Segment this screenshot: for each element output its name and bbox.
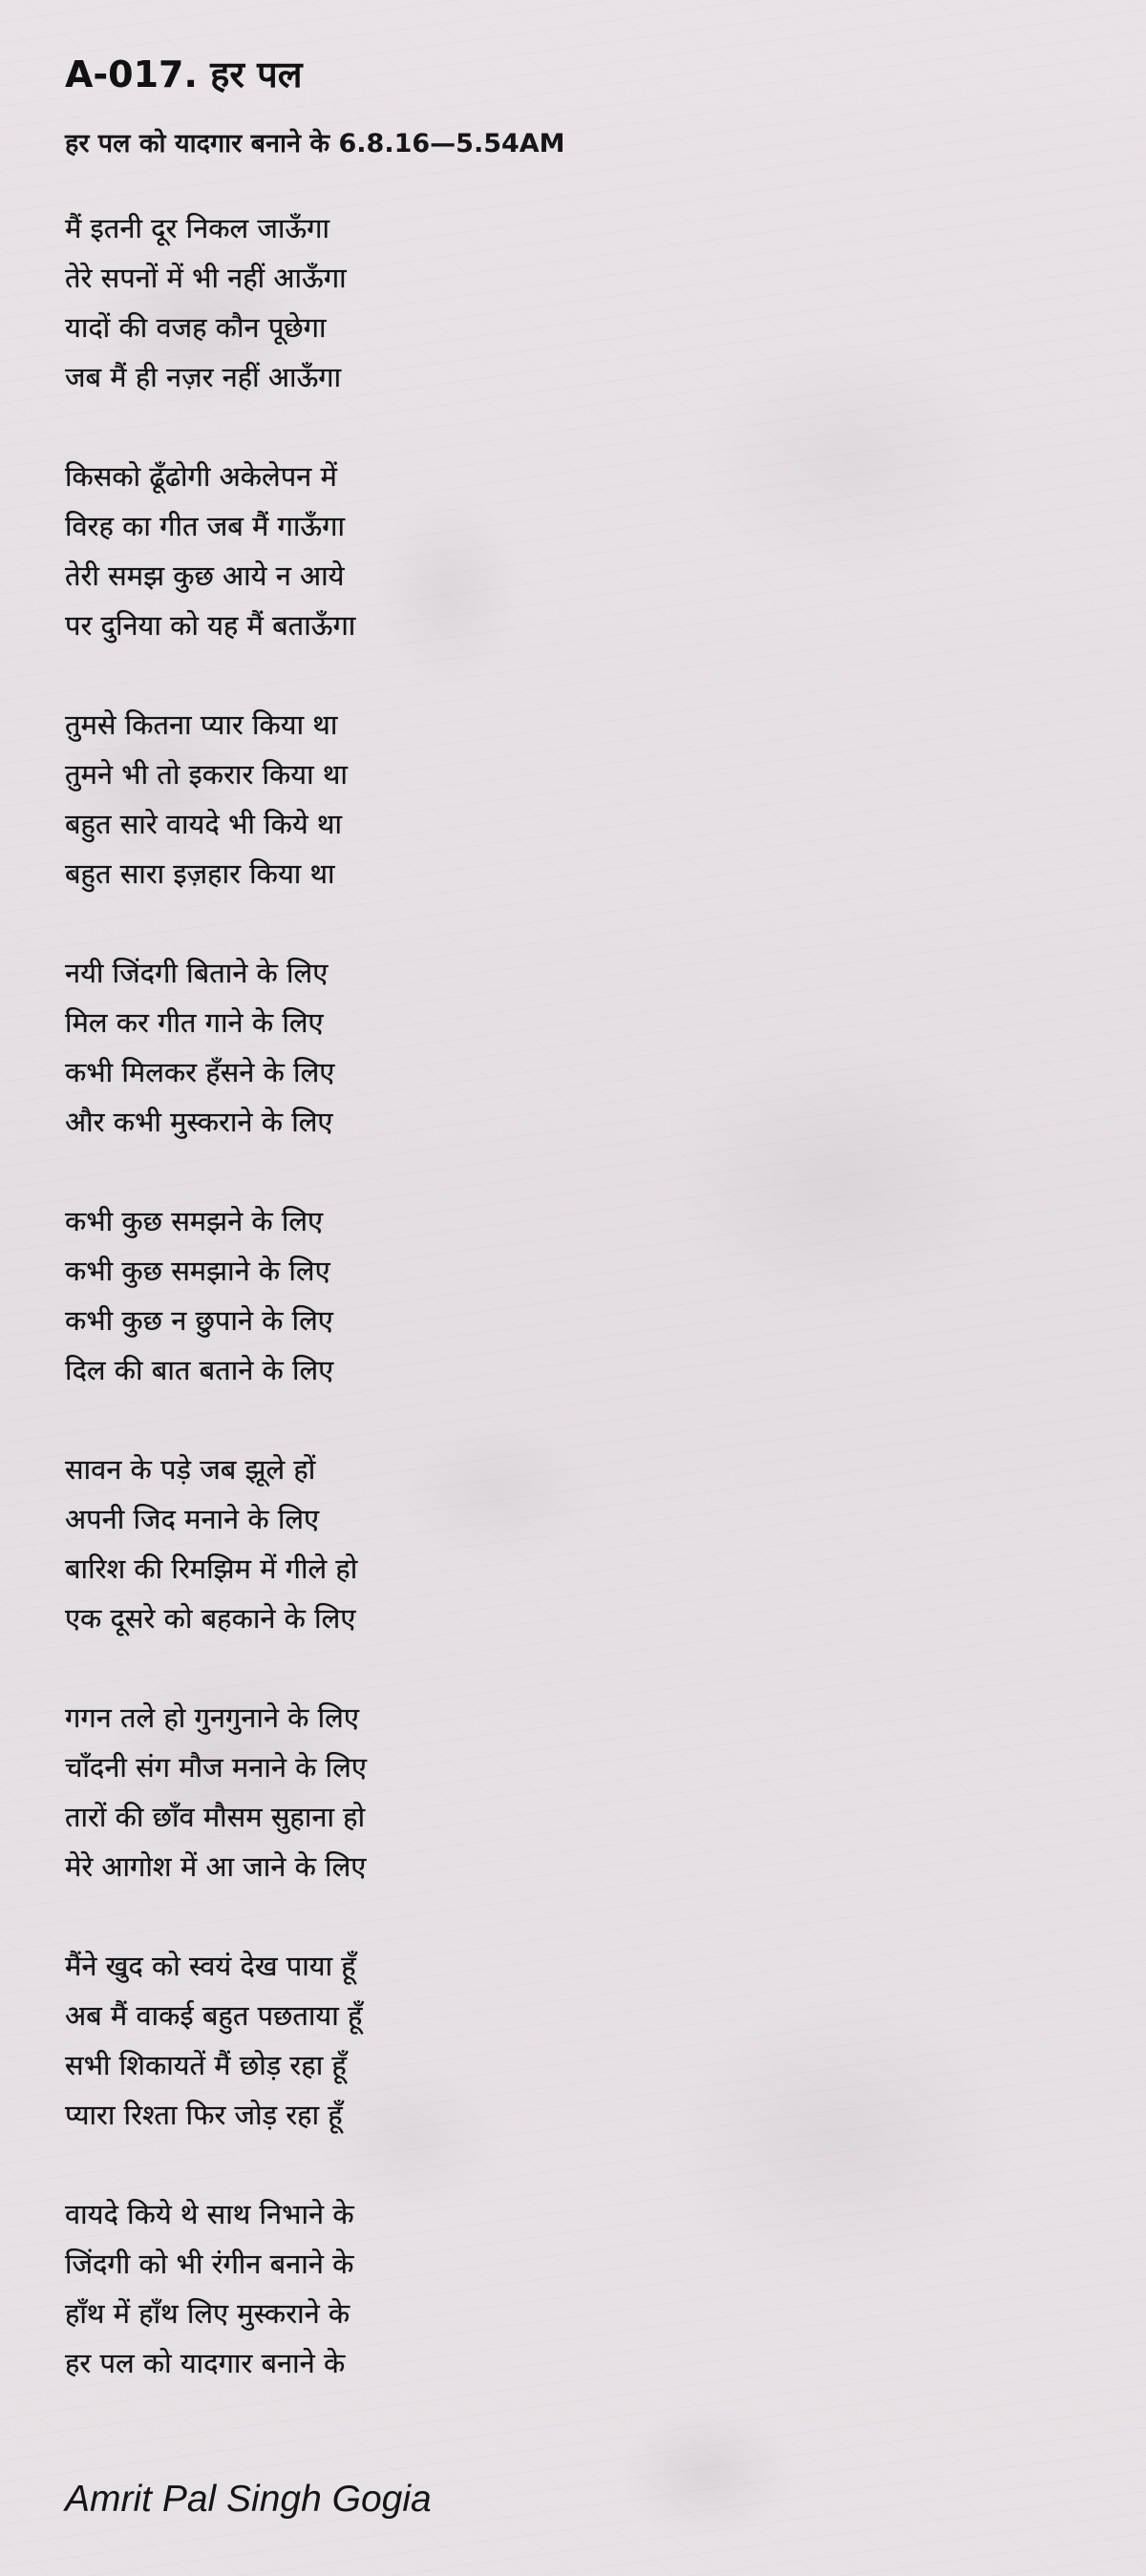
stanza-3 xyxy=(65,700,1077,898)
poem-line: कभी कुछ न छुपाने के लिए xyxy=(65,1304,333,1337)
stanza-7 xyxy=(65,1693,1077,1891)
poem-line: प्यारा रिश्ता फिर जोड़ रहा हूँ xyxy=(65,2099,343,2131)
poem-line: तेरी समझ कुछ आये न आये xyxy=(65,560,345,592)
poem-line: विरह का गीत जब मैं गाऊँगा xyxy=(65,510,345,542)
poem-line: सभी शिकायतें मैं छोड़ रहा हूँ xyxy=(65,2049,347,2081)
stanza-1 xyxy=(65,203,1077,402)
poem-line: तारों की छाँव मौसम सुहाना हो xyxy=(65,1801,366,1833)
author-name: Amrit Pal Singh Gogia xyxy=(65,2479,432,2520)
poem-line: गगन तले हो गुनगुनाने के लिए xyxy=(65,1701,359,1734)
poem-line: पर दुनिया को यह मैं बताऊँगा xyxy=(65,609,356,642)
poem-line: हाँथ में हाँथ लिए मुस्कराने के xyxy=(65,2297,350,2330)
poem-line: दिल की बात बताने के लिए xyxy=(65,1354,334,1386)
poem-line: अपनी जिद मनाने के लिए xyxy=(65,1503,320,1535)
stanza-8 xyxy=(65,1941,1077,2140)
poem-line: कभी कुछ समझने के लिए xyxy=(65,1205,324,1237)
poem-line: एक दूसरे को बहकाने के लिए xyxy=(65,1602,356,1635)
poem-line: कभी मिलकर हँसने के लिए xyxy=(65,1056,335,1088)
poem-line: सावन के पड़े जब झूले हों xyxy=(65,1453,316,1486)
poem-line: बारिश की रिमझिम में गीले हो xyxy=(65,1552,358,1585)
stanza-4 xyxy=(65,948,1077,1147)
stanza-2 xyxy=(65,452,1077,650)
poem-line: मेरे आगोश में आ जाने के लिए xyxy=(65,1850,367,1883)
poem-line: तुमने भी तो इकरार किया था xyxy=(65,758,348,791)
poem-line: तुमसे कितना प्यार किया था xyxy=(65,708,338,741)
poem-subtitle: हर पल को यादगार बनाने के 6.8.16—5.54AM xyxy=(65,129,565,158)
poem-line: कभी कुछ समझाने के लिए xyxy=(65,1255,330,1287)
poem-line: चाँदनी संग मौज मनाने के लिए xyxy=(65,1751,367,1784)
poem-line: जब मैं ही नज़र नहीं आऊँगा xyxy=(65,361,342,393)
poem-line: हर पल को यादगार बनाने के xyxy=(65,2347,346,2379)
poem-line: वायदे किये थे साथ निभाने के xyxy=(65,2198,354,2230)
poem-line: बहुत सारे वायदे भी किये था xyxy=(65,808,342,840)
poem-line: किसको ढूँढोगी अकेलेपन में xyxy=(65,460,337,493)
stanza-5 xyxy=(65,1196,1077,1395)
poem-line: मिल कर गीत गाने के लिए xyxy=(65,1006,324,1039)
poem-line: और कभी मुस्कराने के लिए xyxy=(65,1106,333,1138)
stanza-9 xyxy=(65,2189,1077,2388)
poem-line: जिंदगी को भी रंगीन बनाने के xyxy=(65,2248,354,2280)
stanza-6 xyxy=(65,1445,1077,1643)
poem-line: बहुत सारा इज़हार किया था xyxy=(65,857,335,890)
poem-line: मैंने खुद को स्वयं देख पाया हूँ xyxy=(65,1950,356,1982)
poem-line: तेरे सपनों में भी नहीं आऊँगा xyxy=(65,262,347,294)
poem-line: यादों की वजह कौन पूछेगा xyxy=(65,311,327,344)
poem-title: A-017. हर पल xyxy=(65,53,303,95)
poem-content xyxy=(65,48,1077,2438)
poem-line: मैं इतनी दूर निकल जाऊँगा xyxy=(65,212,330,244)
poem-line: अब मैं वाकई बहुत पछताया हूँ xyxy=(65,1999,363,2032)
poem-line: नयी जिंदगी बिताने के लिए xyxy=(65,957,329,989)
